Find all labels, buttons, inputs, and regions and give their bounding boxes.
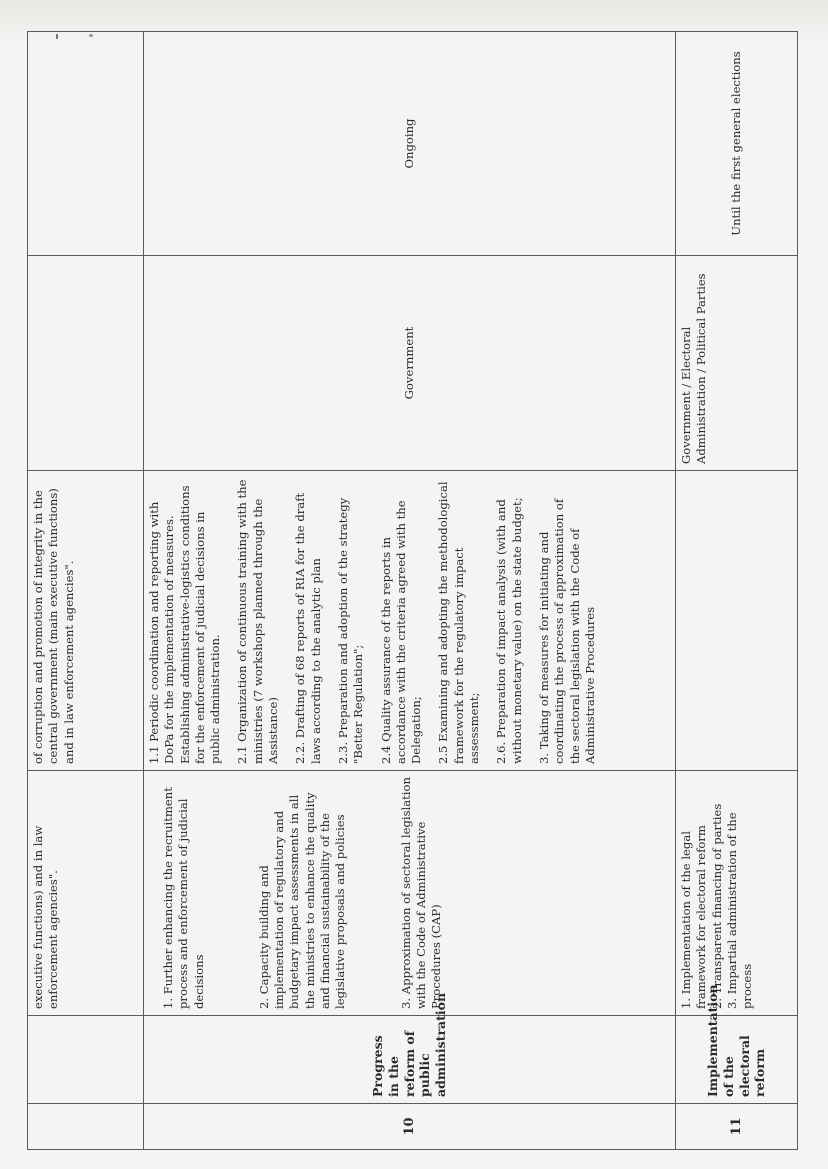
rotated-table-wrapper — [27, 32, 797, 1150]
measure-item: 2. Transparent financing of parties — [709, 803, 724, 1009]
deadline-cell: Ongoing — [144, 32, 676, 256]
area-cell — [28, 1016, 144, 1104]
row-number: 10 — [144, 1104, 676, 1150]
measure-item: 3. Approximation of sectoral legislation with the Code of Administrative Procedures (CAP) — [398, 777, 444, 1009]
measure-item: 1. Implementation of the legal framework for electoral reform — [679, 825, 709, 1009]
activity-item: 2.1 Organization of continuous training with the ministries (7 workshops planned through the Assistance) — [235, 479, 281, 764]
responsible-cell — [28, 256, 144, 471]
measure-item: 1. Further enhancing the recruitment process and enforcement of judicial decisions — [161, 787, 206, 1009]
table-row — [144, 32, 676, 1150]
activities-cell — [676, 471, 798, 771]
activity-item: 2.4 Quality assurance of the reports in accordance with the criteria agreed with the Delegation; — [378, 500, 424, 764]
number-cell — [28, 1104, 144, 1150]
table-row — [676, 32, 798, 1150]
measure-item: 3. Impartial administration of the process — [724, 812, 755, 1009]
activity-text: of corruption and promotion of integrity in the central government (main executive functions) and in law enforcement agencies". — [31, 488, 76, 764]
row-number: 11 — [676, 1104, 798, 1150]
measure-item: 2. Capacity building and implementation of regulatory and budgetary impact assessments in all the ministries to enhance the quality and financial sustainability of the legislative proposals and policies — [256, 792, 348, 1009]
measures-cell — [676, 771, 798, 1016]
area-cell: Progress in the reform of public administration — [144, 1016, 676, 1104]
measure-cell — [28, 771, 144, 1016]
activities-cell — [144, 471, 676, 771]
activity-item: 1.1 Periodic coordination and reporting with DoPa for the implementation of measures. Establishing administrative-logistics conditions for the enforcement of judicial decisions in public administration. — [147, 485, 223, 764]
deadline-cell: Until the first general elections — [676, 32, 798, 256]
measures-cell — [144, 771, 676, 1016]
responsible-cell: Government — [144, 256, 676, 471]
activity-item: 2.6. Preparation of impact analysis (with and without monetary value) on the state budget; — [494, 497, 524, 764]
measure-text: executive functions) and in law enforcement agencies". — [31, 825, 61, 1009]
activity-item: 2.2. Drafting of 68 reports of RIA for the draft laws according to the analytic plan — [293, 492, 323, 764]
table-row — [28, 32, 144, 1150]
activity-item: 3. Taking of measures for initiating and coordinating the process of approximation of the sectoral legislation with the Code of Administrative Procedures — [536, 498, 597, 764]
activity-item: 2.3. Preparation and adoption of the strategy "Better Regulation"; — [335, 497, 366, 764]
activity-cell — [28, 471, 144, 771]
responsible-cell: Government / Electoral Administration / Political Parties — [676, 256, 798, 471]
activity-item: 2.5 Examining and adopting the methodological framework for the regulatory impact assessment; — [436, 481, 482, 764]
action-plan-table — [27, 31, 798, 1150]
area-cell: Implementation of the electoral reform — [676, 1016, 798, 1104]
deadline-cell — [28, 32, 144, 256]
